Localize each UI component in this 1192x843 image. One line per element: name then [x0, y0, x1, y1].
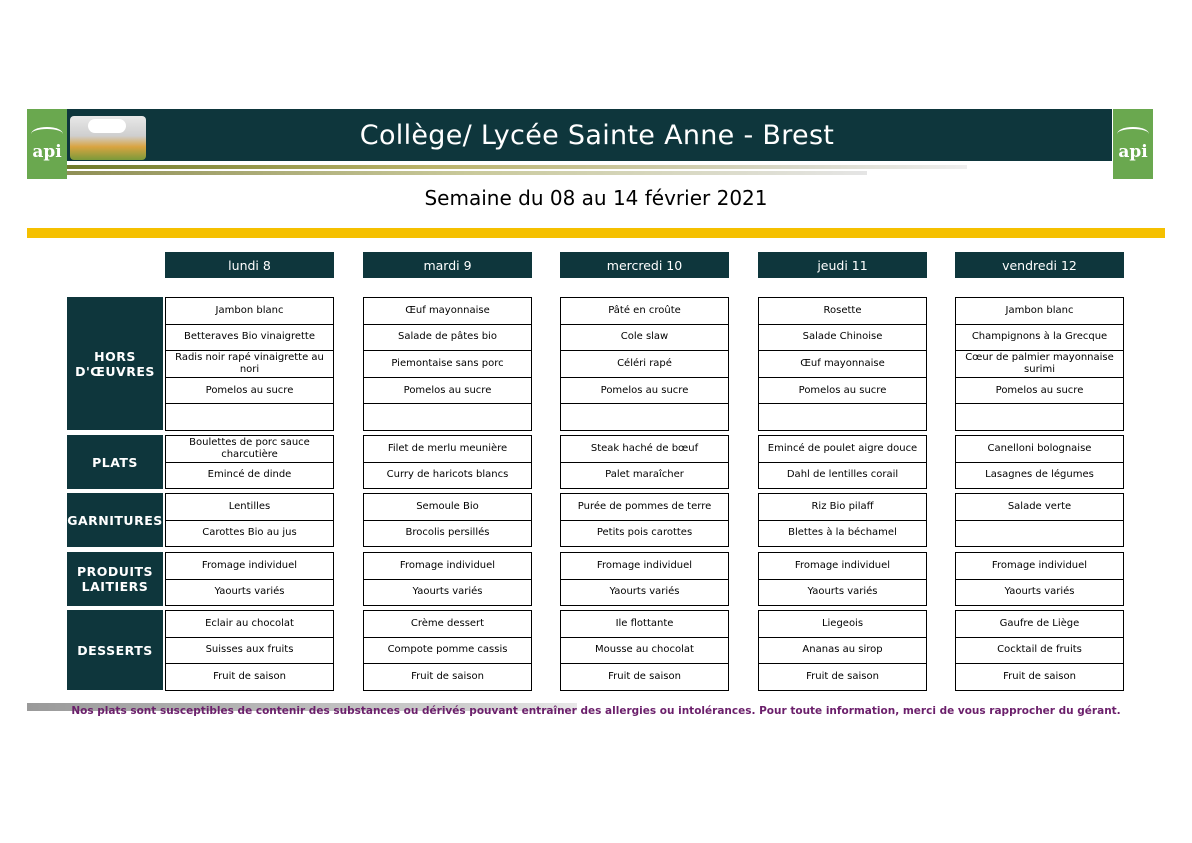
menu-cell: Ile flottante	[560, 610, 729, 638]
menu-cell: Œuf mayonnaise	[363, 297, 532, 325]
menu-cell: Salade Chinoise	[758, 324, 927, 352]
menu-cell: Jambon blanc	[165, 297, 334, 325]
menu-cell: Rosette	[758, 297, 927, 325]
menu-cell: Ananas au sirop	[758, 637, 927, 665]
menu-cell: Blettes à la béchamel	[758, 520, 927, 548]
api-logo-right: api	[1113, 109, 1153, 179]
menu-cell: Pomelos au sucre	[560, 377, 729, 405]
menu-cell: Salade verte	[955, 493, 1124, 521]
category-produits-laitiers: PRODUITS LAITIERS	[67, 552, 163, 606]
menu-cell: Fromage individuel	[955, 552, 1124, 580]
category-plats: PLATS	[67, 435, 163, 489]
api-logo-left: api	[27, 109, 67, 179]
menu-cell: Fromage individuel	[560, 552, 729, 580]
menu-cell: Salade de pâtes bio	[363, 324, 532, 352]
menu-cell: Fromage individuel	[363, 552, 532, 580]
menu-cell: Steak haché de bœuf	[560, 435, 729, 463]
menu-cell: Gaufre de Liège	[955, 610, 1124, 638]
day-header: lundi 8	[165, 252, 334, 278]
menu-cell	[955, 520, 1124, 548]
menu-cell	[955, 403, 1124, 431]
menu-cell: Fruit de saison	[363, 663, 532, 691]
category-desserts: DESSERTS	[67, 610, 163, 690]
day-header: mardi 9	[363, 252, 532, 278]
menu-cell: Lasagnes de légumes	[955, 462, 1124, 490]
menu-cell: Riz Bio pilaff	[758, 493, 927, 521]
menu-cell	[165, 403, 334, 431]
bottom-stripe-2	[67, 171, 867, 175]
menu-cell: Filet de merlu meunière	[363, 435, 532, 463]
menu-cell	[560, 403, 729, 431]
menu-cell: Céléri rapé	[560, 350, 729, 378]
menu-cell: Boulettes de porc sauce charcutière	[165, 435, 334, 463]
menu-cell: Pomelos au sucre	[758, 377, 927, 405]
menu-cell: Purée de pommes de terre	[560, 493, 729, 521]
menu-cell: Suisses aux fruits	[165, 637, 334, 665]
category-garnitures: GARNITURES	[67, 493, 163, 547]
accent-bar	[27, 228, 1165, 238]
menu-cell: Radis noir rapé vinaigrette au nori	[165, 350, 334, 378]
menu-cell: Emincé de poulet aigre douce	[758, 435, 927, 463]
menu-cell: Fruit de saison	[955, 663, 1124, 691]
menu-cell: Betteraves Bio vinaigrette	[165, 324, 334, 352]
menu-cell: Yaourts variés	[560, 579, 729, 607]
menu-cell: Dahl de lentilles corail	[758, 462, 927, 490]
menu-cell: Palet maraîcher	[560, 462, 729, 490]
allergy-notice: Nos plats sont susceptibles de contenir des substances ou dérivés pouvant entraîner des allergies ou intolérances. Pour toute information, merci de vous rapprocher du gérant.	[71, 705, 1121, 717]
menu-cell: Liegeois	[758, 610, 927, 638]
menu-cell: Cocktail de fruits	[955, 637, 1124, 665]
menu-cell: Yaourts variés	[955, 579, 1124, 607]
menu-cell: Brocolis persillés	[363, 520, 532, 548]
menu-cell: Yaourts variés	[165, 579, 334, 607]
menu-cell: Pomelos au sucre	[165, 377, 334, 405]
menu-cell: Fruit de saison	[758, 663, 927, 691]
menu-cell: Eclair au chocolat	[165, 610, 334, 638]
menu-cell: Œuf mayonnaise	[758, 350, 927, 378]
menu-cell: Pomelos au sucre	[363, 377, 532, 405]
menu-cell: Cole slaw	[560, 324, 729, 352]
menu-cell: Canelloni bolognaise	[955, 435, 1124, 463]
menu-cell: Fromage individuel	[758, 552, 927, 580]
page-title: Collège/ Lycée Sainte Anne - Brest	[359, 119, 835, 151]
week-subtitle: Semaine du 08 au 14 février 2021	[424, 186, 768, 210]
menu-cell	[758, 403, 927, 431]
menu-cell: Fruit de saison	[560, 663, 729, 691]
day-header: jeudi 11	[758, 252, 927, 278]
menu-cell: Petits pois carottes	[560, 520, 729, 548]
menu-cell: Pomelos au sucre	[955, 377, 1124, 405]
menu-cell: Fromage individuel	[165, 552, 334, 580]
menu-cell: Carottes Bio au jus	[165, 520, 334, 548]
menu-cell: Piemontaise sans porc	[363, 350, 532, 378]
day-header: vendredi 12	[955, 252, 1124, 278]
menu-cell: Champignons à la Grecque	[955, 324, 1124, 352]
menu-cell: Semoule Bio	[363, 493, 532, 521]
menu-cell: Yaourts variés	[363, 579, 532, 607]
bottom-stripe	[67, 165, 967, 169]
menu-cell: Pâté en croûte	[560, 297, 729, 325]
menu-cell: Lentilles	[165, 493, 334, 521]
menu-cell: Jambon blanc	[955, 297, 1124, 325]
menu-cell: Crème dessert	[363, 610, 532, 638]
menu-cell	[363, 403, 532, 431]
menu-cell: Cœur de palmier mayonnaise surimi	[955, 350, 1124, 378]
menu-cell: Emincé de dinde	[165, 462, 334, 490]
menu-cell: Curry de haricots blancs	[363, 462, 532, 490]
category-hors-doeuvres: HORS D'ŒUVRES	[67, 297, 163, 430]
menu-cell: Yaourts variés	[758, 579, 927, 607]
menu-cell: Fruit de saison	[165, 663, 334, 691]
menu-cell: Compote pomme cassis	[363, 637, 532, 665]
day-header: mercredi 10	[560, 252, 729, 278]
menu-cell: Mousse au chocolat	[560, 637, 729, 665]
